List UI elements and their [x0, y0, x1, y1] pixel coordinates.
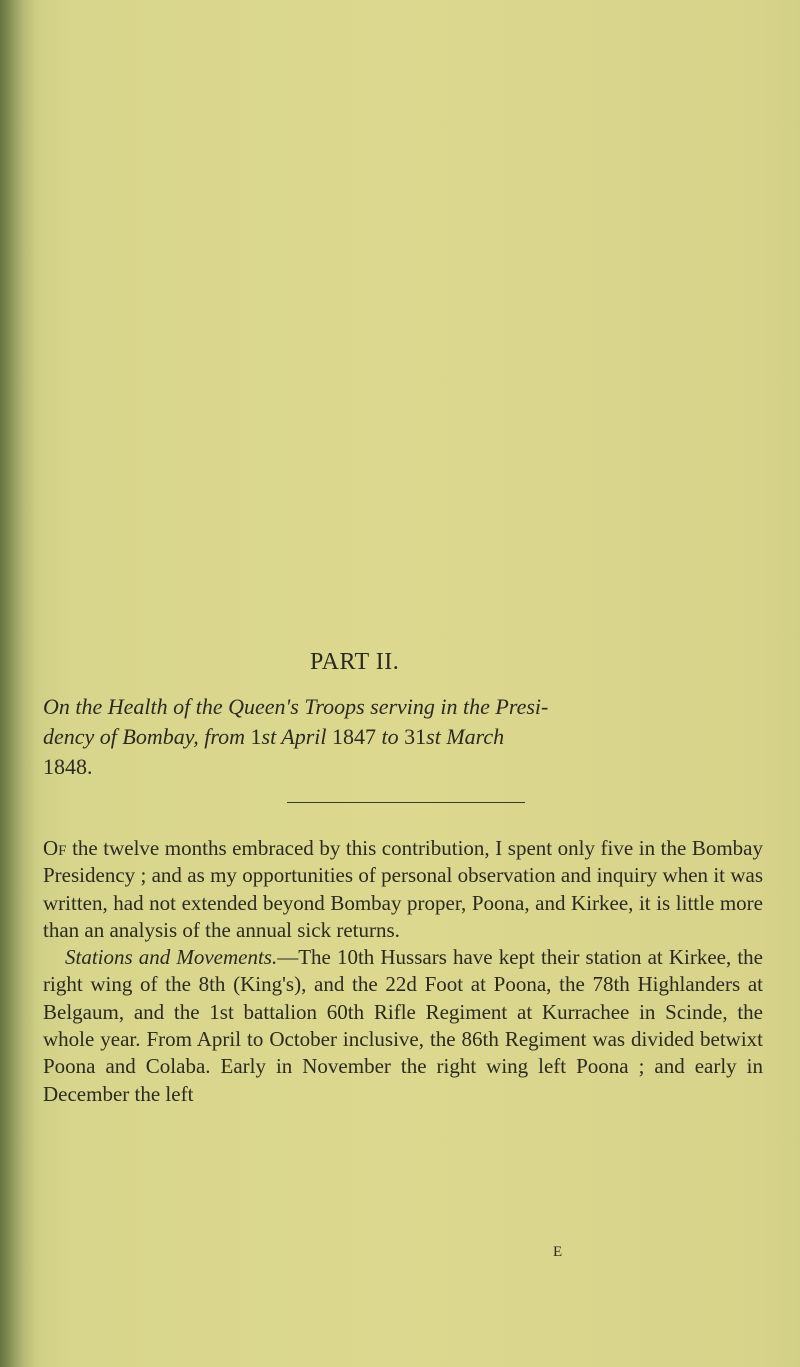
- opening-word: Of: [43, 836, 67, 860]
- body-text: [43, 835, 763, 1108]
- part-heading: PART II.: [310, 649, 400, 675]
- gutter-shadow: [0, 0, 40, 1367]
- signature-mark: E: [553, 1244, 563, 1260]
- subtitle-line-1: On the Health of the Queen's Troops serving in the Presi-: [43, 694, 549, 719]
- section-subtitle: [43, 692, 763, 782]
- subtitle-line-3: 1848.: [43, 754, 93, 779]
- paragraph-1: Of the twelve months embraced by this contribution, I spent only five in the Bombay Presidency ; and as my opportunities of personal observation and inquiry when it was written, had not extended beyond Bombay proper, Poona, and Kirkee, it is little more than an analysis of the annual sick returns.: [43, 836, 763, 942]
- section-divider: [287, 802, 525, 803]
- paragraph-2: Stations and Movements.—The 10th Hussars have kept their station at Kirkee, the right wing of the 8th (King's), and the 22d Foot at Poona, the 78th Highlanders at Belgaum, and the 1st battalion 60th Rifle Regiment at Kurrachee in Scinde, the whole year. From April to October inclusive, the 86th Regiment was divided betwixt Poona and Colaba. Early in November the right wing left Poona ; and early in December the left: [43, 945, 763, 1106]
- subtitle-line-2: dency of Bombay, from 1st April 1847 to 31st March: [43, 724, 505, 749]
- paragraph-heading: Stations and Movements.: [65, 945, 278, 970]
